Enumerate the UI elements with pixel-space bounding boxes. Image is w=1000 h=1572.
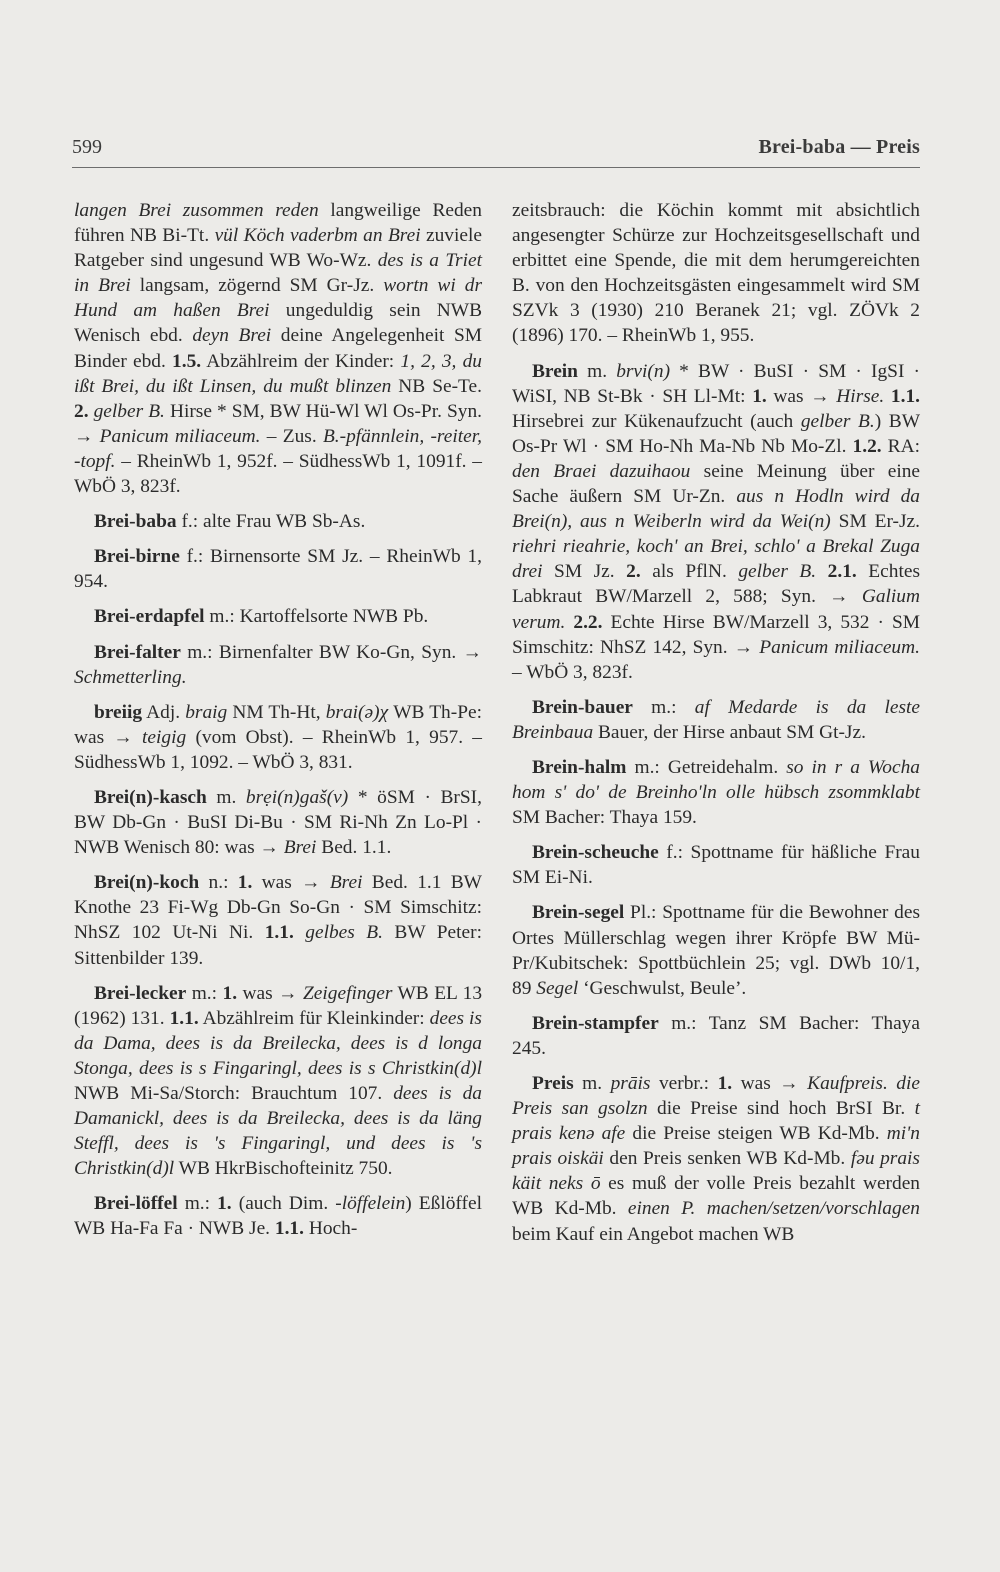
entry-text: Bed. 1.1 BW Knothe 23 Fi-Wg Db-Gn So-Gn · SM Simschitz: NhSZ 102 Ut-Ni Ni. [74,872,482,944]
bold-marker: 1.5. [172,350,202,372]
entry-text: ) BW Os-Pr Wl · SM Ho-Nh Ma-Nb Nb Mo-Zl. [512,410,921,457]
entry-brei-falter [74,640,482,690]
bold-marker: 1. [222,982,238,1004]
entry-text: Hirse * SM, BW Hü-Wl Wl Os-Pr. Syn. → [74,400,483,447]
entry-text: f.: Birnensorte SM Jz. – RheinWb 1, 954. [74,546,482,593]
headword: Brei(n)-koch [94,872,200,894]
bold-marker: 1.1. [169,1007,199,1029]
entry-brein-scheuche [512,840,920,890]
bold-marker: 1. [717,1073,733,1094]
entry-brei-loeffel-cont [512,198,920,349]
entry-text: SM Bacher: Thaya 159. [512,807,697,829]
italic-text: wortn wi dr Hund am haßen Brei [74,275,482,322]
entry-text: m. [577,360,617,382]
entry-text: beim Kauf ein Angebot machen WB [512,1223,795,1245]
headword: Brein-scheuche [532,842,659,864]
bold-marker: 2.2. [573,611,603,633]
italic-text: Panicum miliaceum. [99,425,261,447]
entry-text: Pl.: Spottname für die Bewohner des Ortes Müllerschlag wegen ihrer Kröpfe BW Mü-Pr/Kubitschek: Spottbüchlein 25; vgl. DWb 10/1, 89 [512,902,920,999]
entry-text: * BW · BuSI · SM · IgSI · WiSI, NB St-Bk · SH Ll-Mt: [512,360,920,407]
italic-text: Panicum miliaceum. [759,636,920,658]
entry-text: (auch Dim. [231,1193,336,1215]
bold-marker: 2. [626,561,641,583]
headword: Brei-falter [94,641,181,663]
bold-marker: 1.1. [274,1218,304,1240]
entry-text: Hoch- [303,1218,358,1240]
entry-text: WB Th-Pe: was → [74,701,482,748]
entry-text: die Preise steigen WB Kd-Mb. [625,1123,887,1145]
entry-text: f.: alte Frau WB Sb-As. [176,511,366,533]
entry-text: Abzählreim für Kleinkinder: [198,1007,430,1029]
bold-marker: 2.1. [827,561,857,583]
entry-text: NM Th-Ht, [227,701,326,723]
italic-text: brai(ə)χ [325,701,389,723]
italic-text: B.-pfännlein, -reiter, -topf. [74,425,482,472]
entry-brein-stampfer [512,1011,920,1061]
entry-text: zeitsbrauch: die Köchin kommt mit absichtlich angesengter Schürze zur Hochzeitsgesellschaft und erbittet eine Spende, die mit dem herumgereichten B. von den Hochzeitsgästen eingesammelt wird SM SZVk 3 (1930) 210 Beranek 21; vgl. ZÖVk 2 (1896) 170. – RheinWb 1, 955. [512,200,920,347]
entry-text: langweilige Reden führen NB Bi-Tt. [74,200,482,247]
entry-text: was → [732,1073,808,1094]
entry-text: m.: [177,1193,218,1215]
entry-text: NB Se-Te. [391,375,482,397]
italic-text: teigig [142,726,187,748]
entry-text: SM Er-Jz. [830,511,920,533]
entry-text: was → [766,385,837,407]
italic-text: Schmetterling. [74,666,187,688]
italic-text: af Medarde is da leste Breinbaua [512,696,921,743]
italic-text: 1, 2, 3, du ißt Brei, du ißt Linsen, du mußt blinzen [74,350,482,397]
entry-text: was → [237,982,303,1004]
entry-text: n.: [199,872,238,894]
entry-text: langsam, zögernd SM Gr-Jz. [130,275,384,297]
headword: Brei-baba [94,511,177,533]
bold-marker: 2. [74,400,89,422]
entry-brein [512,359,920,685]
entry-text: Abzählreim der Kinder: [201,350,401,372]
entry-text: m. [206,786,246,808]
entry-text: die Preise sind hoch BrSI Br. [647,1098,915,1120]
italic-text: gelber B. [93,400,165,422]
bold-marker: 1. [217,1193,232,1215]
entry-brein-kasch [74,785,482,860]
entry-text: m.: Birnenfalter BW Ko-Gn, Syn. → [180,641,482,663]
entry-text: ungeduldig sein NWB Wenisch ebd. [74,300,482,347]
italic-text: Zeigefinger [302,982,393,1004]
bold-marker: 1. [237,872,253,894]
entry-text: * öSM · BrSI, BW Db-Gn · BuSI Di-Bu · SM Ri-Nh Zn Lo-Pl · NWB Wenisch 80: was → [74,786,482,859]
italic-text: Hirse. [836,385,885,407]
headword: Brein-halm [532,756,627,778]
entry-text: NWB Mi-Sa/Storch: Brauchtum 107. [74,1083,394,1104]
italic-text: so in r a Wocha hom s' do' de Breinho'ln olle hübsch zsommklabt [512,756,920,804]
italic-text: langen Brei zusommen reden [74,200,319,221]
italic-text: des is a Triet in Brei [74,250,482,297]
italic-text: vül Köch vaderbm an Brei [214,225,421,247]
entry-text: Bed. 1.1. [316,837,392,859]
entry-text: BW Peter: Sittenbilder 139. [74,922,482,969]
entry-text: zuviele Ratgeber sind ungesund WB Wo-Wz. [74,225,482,272]
italic-text: t prais kenə afe [512,1098,920,1145]
headword: Brein-stampfer [532,1012,659,1034]
italic-text: brẹi(n)gaš(v) [245,786,349,808]
bold-marker: 1. [752,385,767,407]
italic-text: brvi(n) [616,360,671,382]
italic-text: Brei [283,837,317,859]
entry-text: als PflN. [640,561,739,583]
italic-text: braig [185,701,228,723]
entry-breiig [74,700,482,775]
italic-text: mi'n prais oiskäi [512,1123,920,1170]
italic-text: Brei [329,872,363,894]
headword: Brei-löffel [94,1193,178,1215]
bold-marker: 1.2. [852,435,882,457]
entry-text: ) Eßlöffel WB Ha-Fa Fa · NWB Je. [74,1193,482,1240]
italic-text: prāis [610,1073,651,1094]
italic-text: Galium verum. [512,586,920,633]
entry-text: Bauer, der Hirse anbaut SM Gt-Jz. [593,721,866,743]
italic-text: einen P. machen/setzen/vorschlagen [627,1198,920,1220]
italic-text: gelber B. [800,410,875,432]
headword: Brein-segel [532,902,625,924]
entry-brei-lecker [74,981,482,1182]
entry-text: m.: Tanz SM Bacher: Thaya 245. [512,1012,920,1059]
entry-text: SM Jz. [542,561,627,583]
entry-brei-erdapfel [74,604,482,629]
entry-text: verbr.: [650,1073,718,1094]
entry-text: Adj. [142,701,186,723]
italic-text: -löffelein [335,1193,406,1215]
italic-text: fəu prais käit neks ō [512,1148,920,1195]
bold-marker: 1.1. [890,385,920,407]
entry-text: Echtes Labkraut BW/Marzell 2, 588; Syn. → [512,561,920,608]
headword: Brei-birne [94,546,180,568]
entry-text: was → [252,872,330,894]
entry-text: Echte Hirse BW/Marzell 3, 532 · SM Simschitz: NhSZ 142, Syn. → [512,611,920,658]
entry-text: m.: Kartoffelsorte NWB Pb. [204,606,429,628]
entry-brein-koch [74,870,482,970]
italic-text: Kaufpreis. die Preis san gsolzn [512,1073,920,1120]
entry-text: RA: [881,435,921,457]
italic-text: dees is da Damanickl, dees is da Breilecka, dees is da läng Steffl, dees is 's Fingaringl, und dees is 's Christkin(d)l [74,1083,482,1180]
entry-text [816,561,828,582]
entry-preis [512,1071,920,1247]
entry-text [294,922,305,943]
entry-text: deine Angelegenheit SM Binder ebd. [74,325,483,372]
entry-text: m.: Getreidehalm. [626,756,787,778]
header-rule [72,167,920,168]
bold-marker: 1.1. [264,922,294,944]
right-column [512,198,920,1257]
entry-text [884,386,891,407]
entry-breibrei-cont [74,198,482,499]
entry-text: m. [573,1073,611,1094]
entry-brein-halm [512,755,920,830]
entry-text: m.: [632,696,695,718]
italic-text: gelber B. [738,561,817,583]
italic-text: deyn Brei [192,325,272,347]
running-head: Brei-baba — Preis [758,136,920,158]
page-number: 599 [72,136,102,158]
entry-brein-bauer [512,695,920,745]
entry-text: – RheinWb 1, 952f. – SüdhessWb 1, 1091f. – WbÖ 3, 823f. [74,450,482,498]
entry-text: WB HkrBischofteinitz 750. [174,1158,393,1180]
entry-text: es muß der volle Preis bezahlt werden WB Kd-Mb. [512,1173,921,1220]
entry-text: (vom Obst). – RheinWb 1, 957. – SüdhessWb 1, 1092. – WbÖ 3, 831. [74,726,482,773]
entry-text: seine Meinung über eine Sache äußern SM Ur-Zn. [512,460,921,508]
entry-text: Hirsebrei zur Kükenaufzucht (auch [512,410,801,432]
italic-text: Segel [536,977,579,999]
entry-text: – Zus. [260,425,323,447]
italic-text: riehri rieahrie, koch' an Brei, schlo' a Brekal Zuga drei [512,536,920,583]
entry-text: f.: Spottname für häßliche Frau SM Ei-Ni. [512,842,920,889]
headword: Brei-lecker [94,982,187,1004]
entry-text: den Preis senken WB Kd-Mb. [603,1148,851,1170]
entry-brei-birne [74,544,482,594]
headword: breiig [94,701,143,723]
entry-text: ‘Geschwulst, Beule’. [578,977,747,999]
entry-brei-baba [74,509,482,534]
headword: Brei(n)-kasch [94,786,207,808]
headword: Brein-bauer [532,696,633,718]
entry-text: m.: [186,982,223,1004]
entry-text: WB EL 13 (1962) 131. [74,982,483,1029]
italic-text: den Braei dazuihaou [512,460,691,482]
entry-brei-loeffel [74,1191,482,1241]
italic-text: aus n Hodln wird da Brei(n), aus n Weiberln wird da Wei(n) [512,486,920,533]
entry-text: – WbÖ 3, 823f. [512,661,633,683]
italic-text: dees is da Dama, dees is da Breilecka, dees is d longa Stonga, dees is s Fingaringl, dees is s Christkin(d)l [74,1007,482,1079]
headword: Preis [532,1073,574,1094]
left-column [74,198,482,1252]
italic-text: gelbes B. [305,922,383,944]
entry-brein-segel [512,900,920,1000]
headword: Brei-erdapfel [94,606,205,628]
headword: Brein [532,360,578,382]
